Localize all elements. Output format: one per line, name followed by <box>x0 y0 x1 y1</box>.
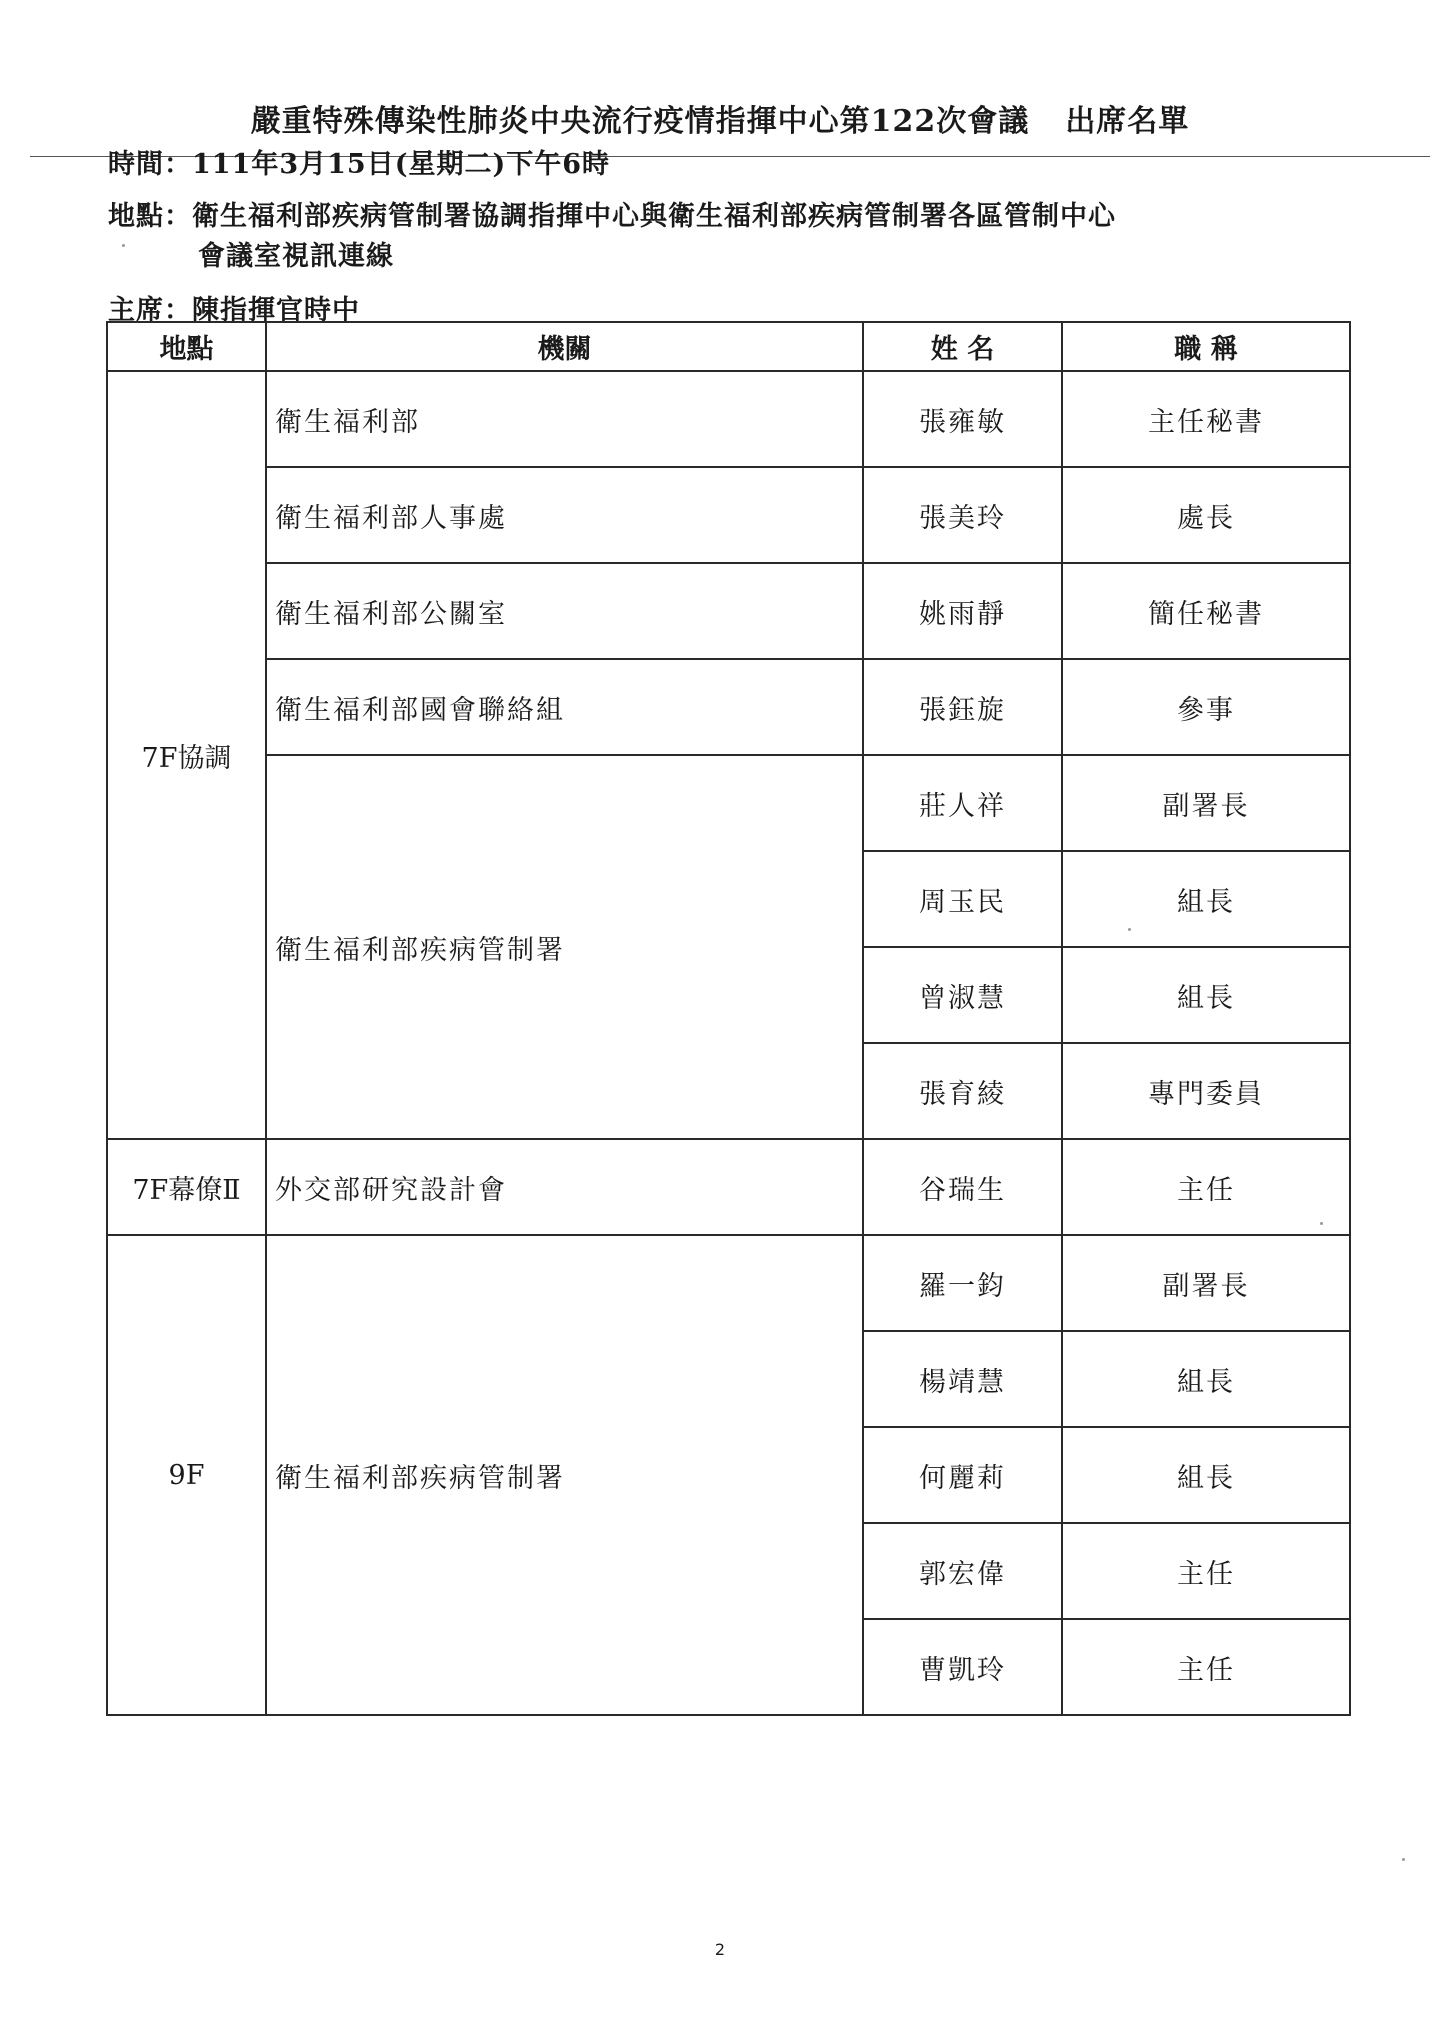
attendance-table <box>106 321 1351 1716</box>
title-cell: 組長 <box>1062 947 1350 1043</box>
scan-speck <box>1128 928 1131 931</box>
table-row <box>107 467 1350 563</box>
name-cell: 何麗莉 <box>863 1427 1062 1523</box>
name-cell: 郭宏偉 <box>863 1523 1062 1619</box>
meeting-time: 時間：111年3月15日(星期二)下午6時 <box>108 149 611 180</box>
name-cell: 谷瑞生 <box>863 1139 1062 1235</box>
meeting-location: 地點：衛生福利部疾病管制署協調指揮中心與衛生福利部疾病管制署各區管制中心 <box>108 201 1116 232</box>
agency-cell: 衛生福利部國會聯絡組 <box>266 659 863 755</box>
title-cell: 主任秘書 <box>1062 371 1350 467</box>
table-row <box>107 1139 1350 1235</box>
name-cell: 張美玲 <box>863 467 1062 563</box>
title-main: 嚴重特殊傳染性肺炎中央流行疫情指揮中心第122次會議 <box>250 104 1030 139</box>
header-title: 職 稱 <box>1062 322 1350 371</box>
agency-cell: 衛生福利部公關室 <box>266 563 863 659</box>
title-cell: 主任 <box>1062 1619 1350 1715</box>
title-cell: 處長 <box>1062 467 1350 563</box>
name-cell: 楊靖慧 <box>863 1331 1062 1427</box>
title-cell: 副署長 <box>1062 1235 1350 1331</box>
title-cell: 主任 <box>1062 1523 1350 1619</box>
page-number: 2 <box>714 1940 726 1959</box>
name-cell: 周玉民 <box>863 851 1062 947</box>
title-cell: 簡任秘書 <box>1062 563 1350 659</box>
name-cell: 莊人祥 <box>863 755 1062 851</box>
header-name: 姓 名 <box>863 322 1062 371</box>
title-cell: 參事 <box>1062 659 1350 755</box>
meeting-chair: 主席：陳指揮官時中 <box>108 295 360 326</box>
table-row <box>107 1235 1350 1331</box>
title-suffix: 出席名單 <box>1065 104 1190 139</box>
name-cell: 張雍敏 <box>863 371 1062 467</box>
location-cell: 7F幕僚Ⅱ <box>107 1139 266 1235</box>
name-cell: 張鈺旋 <box>863 659 1062 755</box>
table-row <box>107 563 1350 659</box>
scan-speck <box>1402 1858 1405 1861</box>
agency-cell: 衛生福利部疾病管制署 <box>266 1235 863 1715</box>
agency-cell: 衛生福利部 <box>266 371 863 467</box>
title-cell: 組長 <box>1062 851 1350 947</box>
name-cell: 曹凱玲 <box>863 1619 1062 1715</box>
title-cell: 組長 <box>1062 1331 1350 1427</box>
location-cell: 7F協調 <box>107 371 266 1139</box>
table-header-row <box>107 322 1350 371</box>
title-cell: 主任 <box>1062 1139 1350 1235</box>
scan-speck <box>122 244 125 247</box>
meeting-location-cont: 會議室視訊連線 <box>198 241 394 272</box>
location-cell: 9F <box>107 1235 266 1715</box>
table-row <box>107 755 1350 851</box>
title-cell: 組長 <box>1062 1427 1350 1523</box>
header-location: 地點 <box>107 322 266 371</box>
agency-cell: 外交部研究設計會 <box>266 1139 863 1235</box>
name-cell: 曾淑慧 <box>863 947 1062 1043</box>
table-row <box>107 659 1350 755</box>
name-cell: 姚雨靜 <box>863 563 1062 659</box>
title-cell: 專門委員 <box>1062 1043 1350 1139</box>
title-cell: 副署長 <box>1062 755 1350 851</box>
name-cell: 張育綾 <box>863 1043 1062 1139</box>
header-agency: 機關 <box>266 322 863 371</box>
scan-speck <box>1320 1222 1323 1225</box>
name-cell: 羅一鈞 <box>863 1235 1062 1331</box>
table-row <box>107 371 1350 467</box>
document-title <box>0 96 1440 140</box>
agency-cell: 衛生福利部疾病管制署 <box>266 755 863 1139</box>
agency-cell: 衛生福利部人事處 <box>266 467 863 563</box>
